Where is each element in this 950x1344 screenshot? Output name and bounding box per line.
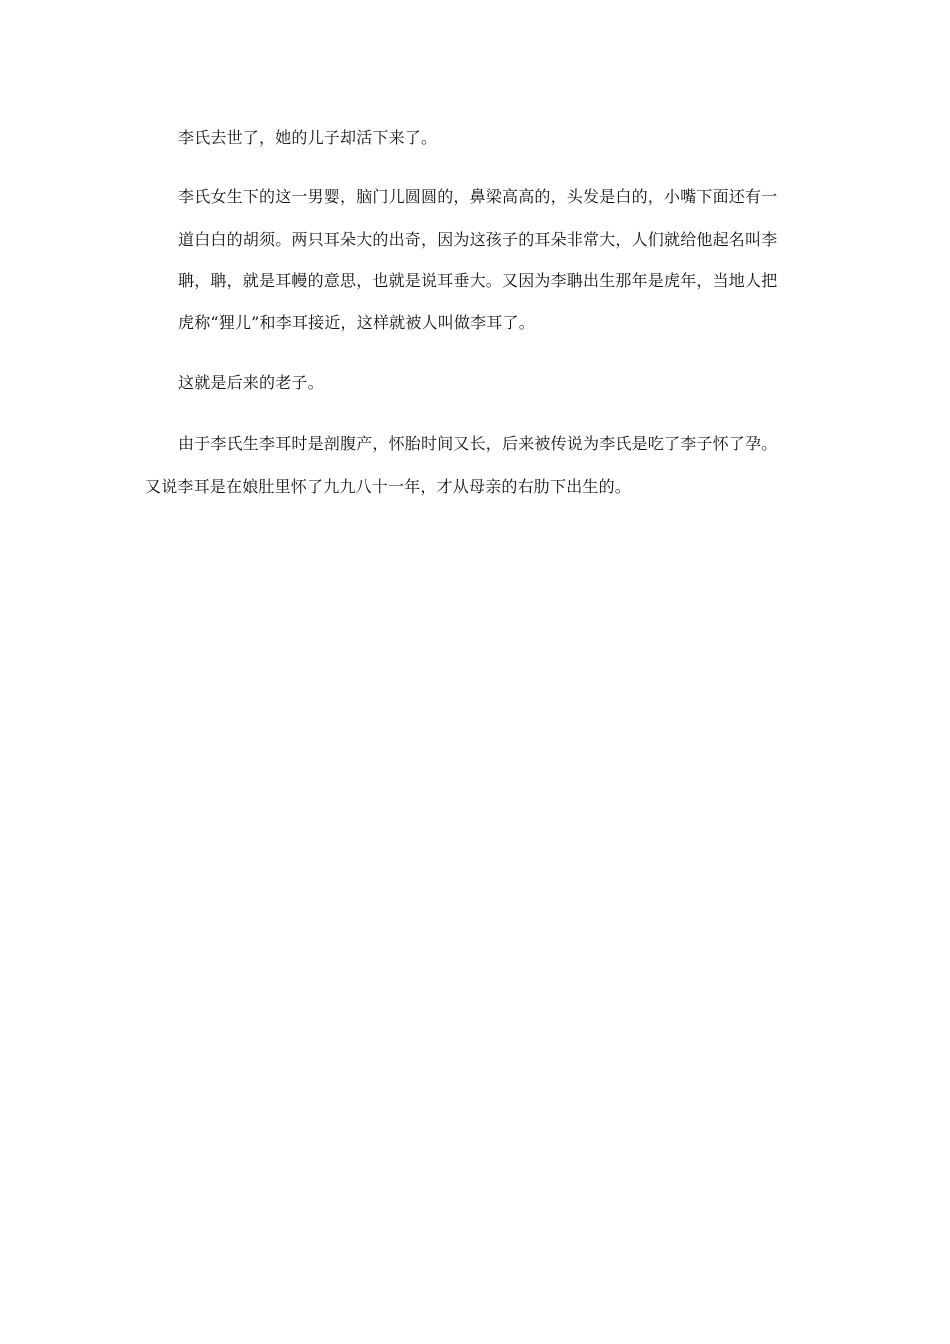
paragraph-2-line-2: 道白白的胡须。两只耳朵大的出奇，因为这孩子的耳朵非常大，人们就给他起名叫李 xyxy=(178,230,778,249)
paragraph-2-line-4: 虎称“狸儿”和李耳接近，这样就被人叫做李耳了。 xyxy=(178,313,535,332)
paragraph-2-line-3: 聃，聃，就是耳幔的意思，也就是说耳垂大。又因为李聃出生那年是虎年，当地人把 xyxy=(178,271,778,290)
paragraph-4-line-2: 又说李耳是在娘肚里怀了九九八十一年，才从母亲的右肋下出生的。 xyxy=(145,477,632,496)
paragraph-3-line-1: 这就是后来的老子。 xyxy=(178,373,324,392)
paragraph-4-line-1: 由于李氏生李耳时是剖腹产，怀胎时间又长，后来被传说为李氏是吃了李子怀了孕。 xyxy=(178,434,778,453)
paragraph-1-line-1: 李氏去世了，她的儿子却活下来了。 xyxy=(178,128,438,147)
paragraph-2-line-1: 李氏女生下的这一男婴，脑门儿圆圆的，鼻梁高高的，头发是白的，小嘴下面还有一 xyxy=(178,187,778,206)
